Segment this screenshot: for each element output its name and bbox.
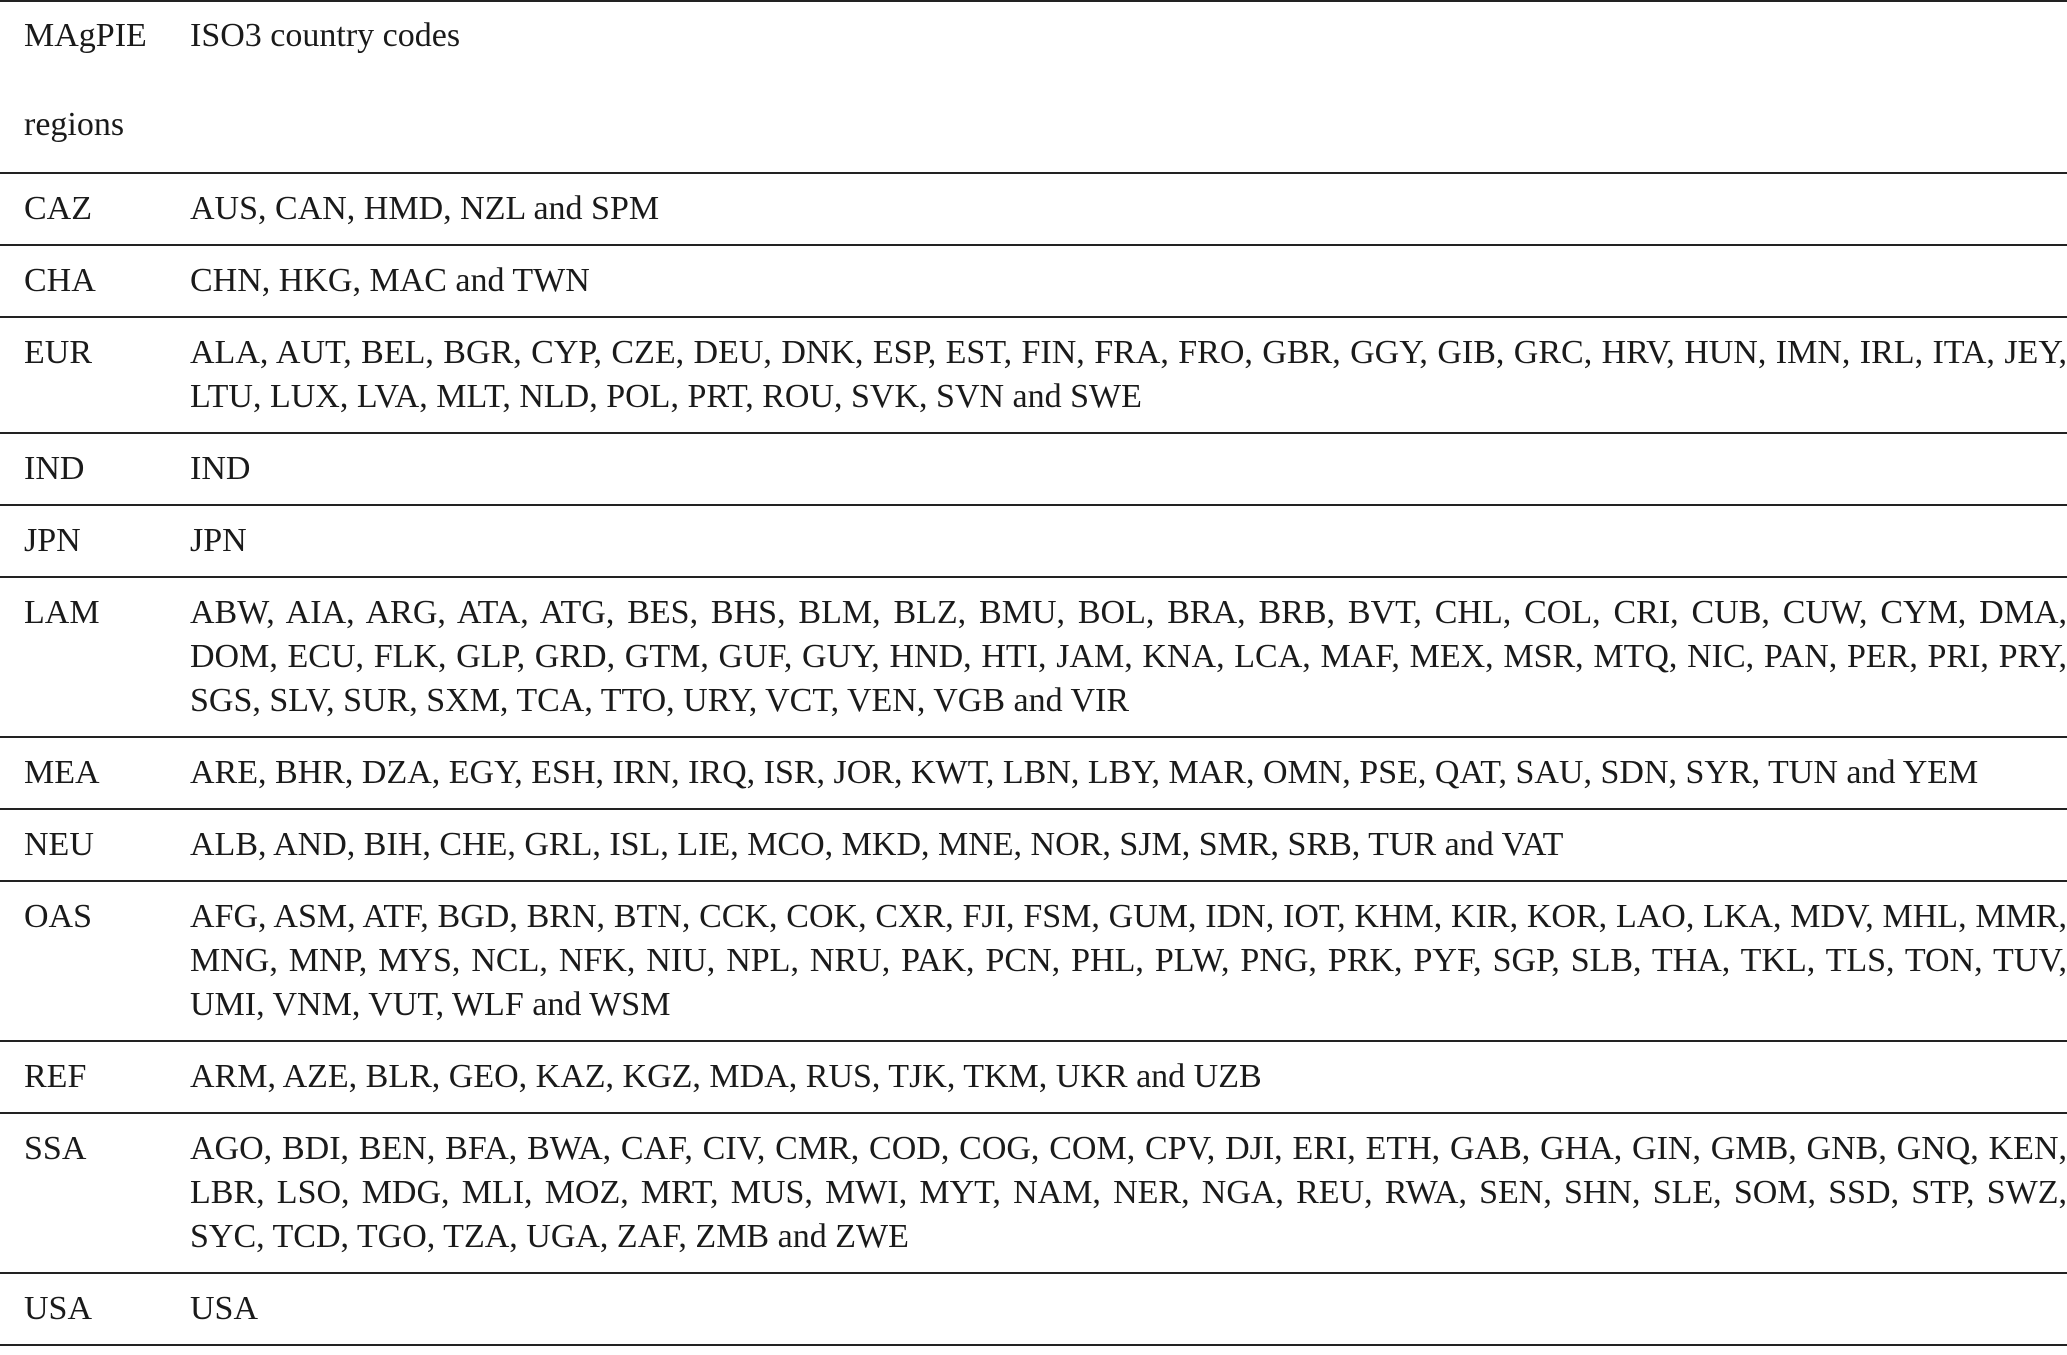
table-header-row <box>0 1 2067 173</box>
table-row <box>0 245 2067 317</box>
codes-cell: ALA, AUT, BEL, BGR, CYP, CZE, DEU, DNK, ESP, EST, FIN, FRA, FRO, GBR, GGY, GIB, GRC, HRV, HUN, IMN, IRL, ITA, JEY, LTU, LUX, LVA, MLT, NLD, POL, PRT, ROU, SVK, SVN and SWE <box>190 317 2067 433</box>
table-row <box>0 1273 2067 1345</box>
codes-cell: AGO, BDI, BEN, BFA, BWA, CAF, CIV, CMR, COD, COG, COM, CPV, DJI, ERI, ETH, GAB, GHA, GIN, GMB, GNB, GNQ, KEN, LBR, LSO, MDG, MLI, MOZ, MRT, MUS, MWI, MYT, NAM, NER, NGA, REU, RWA, SEN, SHN, SLE, SOM, SSD, STP, SWZ, SYC, TCD, TGO, TZA, UGA, ZAF, ZMB and ZWE <box>190 1113 2067 1273</box>
codes-cell: ALB, AND, BIH, CHE, GRL, ISL, LIE, MCO, MKD, MNE, NOR, SJM, SMR, SRB, TUR and VAT <box>190 809 2067 881</box>
table-row <box>0 737 2067 809</box>
codes-cell: ARM, AZE, BLR, GEO, KAZ, KGZ, MDA, RUS, TJK, TKM, UKR and UZB <box>190 1041 2067 1113</box>
table-row <box>0 433 2067 505</box>
table-row <box>0 505 2067 577</box>
header-codes-cell: ISO3 country codes <box>190 1 2067 173</box>
codes-cell: USA <box>190 1273 2067 1345</box>
region-cell: EUR <box>0 317 190 433</box>
table-row <box>0 881 2067 1041</box>
codes-cell: IND <box>190 433 2067 505</box>
header-region-line1: MAgPIE <box>24 17 147 54</box>
table-row <box>0 809 2067 881</box>
region-cell: REF <box>0 1041 190 1113</box>
table-row <box>0 173 2067 245</box>
region-cell: SSA <box>0 1113 190 1273</box>
codes-cell: JPN <box>190 505 2067 577</box>
table-row <box>0 317 2067 433</box>
table-row <box>0 577 2067 737</box>
region-cell: IND <box>0 433 190 505</box>
header-region-line2: regions <box>24 106 125 143</box>
region-cell: LAM <box>0 577 190 737</box>
region-cell: NEU <box>0 809 190 881</box>
region-cell: CAZ <box>0 173 190 245</box>
region-cell: USA <box>0 1273 190 1345</box>
codes-cell: AUS, CAN, HMD, NZL and SPM <box>190 173 2067 245</box>
region-cell: MEA <box>0 737 190 809</box>
region-cell: OAS <box>0 881 190 1041</box>
header-region-cell <box>0 1 190 173</box>
codes-cell: CHN, HKG, MAC and TWN <box>190 245 2067 317</box>
region-cell: CHA <box>0 245 190 317</box>
codes-cell: ABW, AIA, ARG, ATA, ATG, BES, BHS, BLM, BLZ, BMU, BOL, BRA, BRB, BVT, CHL, COL, CRI, CUB, CUW, CYM, DMA, DOM, ECU, FLK, GLP, GRD, GTM, GUF, GUY, HND, HTI, JAM, KNA, LCA, MAF, MEX, MSR, MTQ, NIC, PAN, PER, PRI, PRY, SGS, SLV, SUR, SXM, TCA, TTO, URY, VCT, VEN, VGB and VIR <box>190 577 2067 737</box>
region-cell: JPN <box>0 505 190 577</box>
codes-cell: ARE, BHR, DZA, EGY, ESH, IRN, IRQ, ISR, JOR, KWT, LBN, LBY, MAR, OMN, PSE, QAT, SAU, SDN, SYR, TUN and YEM <box>190 737 2067 809</box>
table-row <box>0 1113 2067 1273</box>
table-row <box>0 1041 2067 1113</box>
codes-cell: AFG, ASM, ATF, BGD, BRN, BTN, CCK, COK, CXR, FJI, FSM, GUM, IDN, IOT, KHM, KIR, KOR, LAO, LKA, MDV, MHL, MMR, MNG, MNP, MYS, NCL, NFK, NIU, NPL, NRU, PAK, PCN, PHL, PLW, PNG, PRK, PYF, SGP, SLB, THA, TKL, TLS, TON, TUV, UMI, VNM, VUT, WLF and WSM <box>190 881 2067 1041</box>
